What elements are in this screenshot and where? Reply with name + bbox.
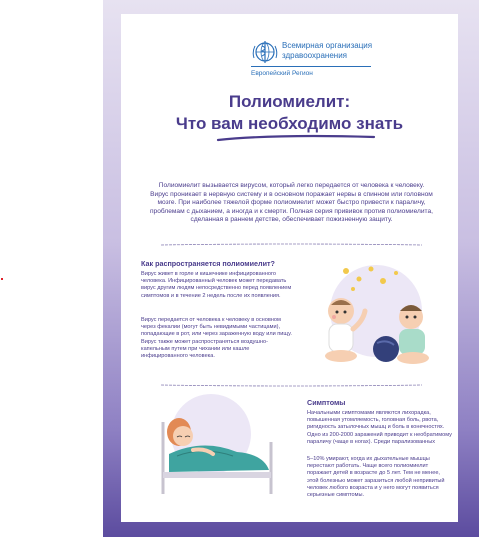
page-title (121, 91, 458, 135)
document-background (103, 0, 479, 537)
symptoms-paragraph-1: Начальными симптомами являются лихорадка, повышенная утомляемость, головная боль, рвота, ригидность затылочных мышц и боль в конечностях. Одно из 200-2000 заражений приводит к необратимому параличу (чаще в ногах). Среди парализованных (307, 410, 452, 445)
section-divider (159, 382, 424, 388)
title-underline-stroke (216, 134, 376, 142)
who-name-line1: Всемирная организация (282, 41, 373, 50)
symptoms-heading: Симптомы (307, 398, 346, 407)
section-divider (159, 242, 424, 248)
blank-margin (0, 0, 103, 537)
who-emblem-icon (251, 40, 279, 64)
spread-paragraph-2: Вирус передается от человека к человеку в основном через фекалии (могут быть невидимыми частицами), попадающие в рот, или через зараженную воду или пищу. Вирус также может распространяться воздушно-капельным путем при чихании или кашле инфицированного человека. (141, 317, 292, 360)
who-region: Европейский Регион (251, 70, 313, 77)
title-line1: Полиомиелит: (228, 92, 351, 111)
spread-paragraph-1: Вирус живет в горле и кишечнике инфицированного человека. Инфицированный человек может передавать вирус другим людям непосредственно перед появлением симптомов и в течение 2 недель после их появления. (141, 271, 292, 299)
title-line2: Что вам необходимо знать (175, 114, 404, 133)
sick-child-in-bed-illustration (133, 394, 283, 506)
document-page (121, 14, 458, 522)
babies-playing-illustration (301, 259, 451, 374)
who-rule (251, 66, 371, 67)
who-name-line2: здравоохранения (282, 50, 348, 60)
intro-text: Полиомиелит вызывается вирусом, который легко передается от человека к человеку. Вирус проникает в нервную систему и в основном поражает нервы в спинном или головном мозге. При наиболее тяжелой форме полиомиелит может быстро привести к параличу, проблемам с дыханием, а иногда и к смерти. Полная серия прививок против полиомиелита, сделанная в раннем детстве, обеспечивает пожизненную защиту. (149, 182, 433, 224)
who-name (282, 41, 402, 60)
red-dot-marker (1, 278, 3, 280)
symptoms-paragraph-2: 5–10% умирают, когда их дыхательные мышцы перестают работать. Чаще всего полиомиелит поражает детей в возрасте до 5 лет. Тем не менее, этой болезнью может заразиться любой непривитый человек любого возраста и у него могут появиться серьезные симптомы. (307, 456, 445, 499)
spread-heading: Как распространяется полиомиелит? (141, 259, 275, 268)
